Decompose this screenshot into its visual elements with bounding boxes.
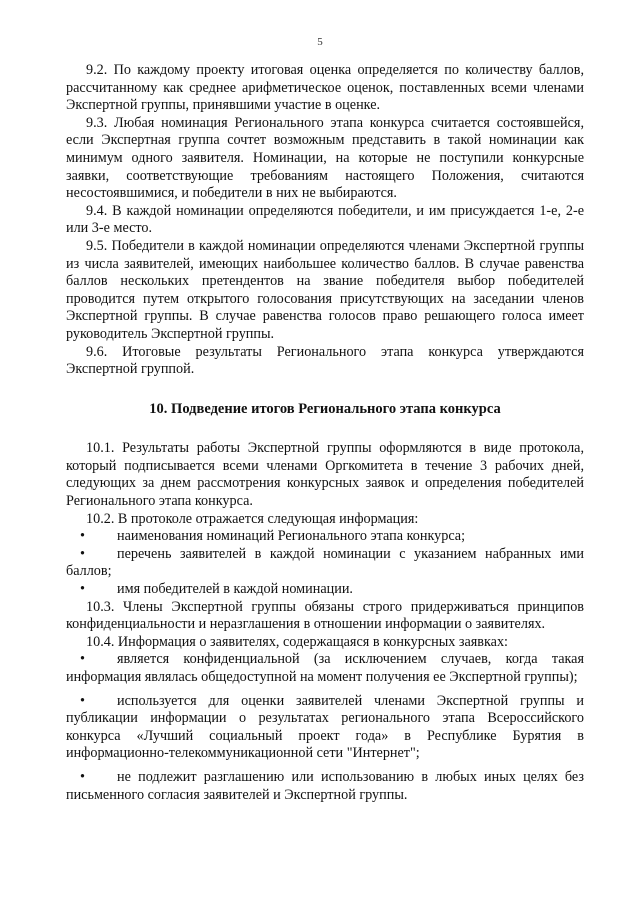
paragraph-10-4: 10.4. Информация о заявителях, содержащаяся в конкурсных заявках: [86,633,509,650]
list-item [66,546,584,581]
list-item [66,693,584,763]
document-body [66,62,584,804]
list-item [66,528,584,546]
bullet-icon: • [80,545,85,562]
paragraph-10-3: 10.3. Члены Экспертной группы обязаны строго придерживаться принципов конфиденциальности и неразглашения в отношении информации о заявителях. [66,598,584,633]
paragraph-9-5: 9.5. Победители в каждой номинации определяются членами Экспертной группы из числа заявителей, имеющих наибольшее количество баллов. В случае равенства баллов нескольких претендентов на звание победителя выбор победителей проводится путем открытого голосования присутствующих на заседании членов Экспертной группы. В случае равенства голосов право решающего голоса имеет руководитель Экспертной группы. [66,237,584,342]
bullet-icon: • [80,651,85,668]
paragraph-10-1: 10.1. Результаты работы Экспертной группы оформляются в виде протокола, который подписывается всеми членами Оргкомитета в течение 3 рабочих дней, следующих за днем рассмотрения конкурсных заявок и определения победителей Регионального этапа конкурса. [66,440,584,510]
bullet-icon: • [80,768,85,785]
list-item-text: не подлежит разглашению или использованию в любых иных целях без письменного согласия заявителей и Экспертной группы. [66,768,584,803]
bullet-icon: • [80,581,85,598]
paragraph-10-2: 10.2. В протоколе отражается следующая информация: [86,510,419,527]
list-item-text: наименования номинаций Регионального этапа конкурса; [117,528,466,545]
paragraph-9-4: 9.4. В каждой номинации определяются победители, и им присуждается 1-е, 2-е или 3-е место. [66,202,584,237]
list-item [66,581,584,599]
bullet-icon: • [80,528,85,545]
bullet-icon: • [80,692,85,709]
page-number: 5 [317,36,323,48]
list-item-text: является конфиденциальной (за исключением случаев, когда такая информация являлась общедоступной на момент получения ее Экспертной группы); [66,651,584,685]
list-item-text: используется для оценки заявителей членами Экспертной группы и публикации информации о результатах регионального этапа Всероссийского конкурса «Лучший социальный проект года» в Республике Бурятия в информационно-телекоммуникационной сети "Интернет"; [66,692,584,762]
section-10-heading: 10. Подведение итогов Регионального этапа конкурса [149,400,501,417]
paragraph-9-2: 9.2. По каждому проекту итоговая оценка определяется по количеству баллов, рассчитанному как среднее арифметическое оценок, поставленных всеми членами Экспертной группы, принявшими участие в оценке. [66,62,584,114]
list-item-text: имя победителей в каждой номинации. [117,581,353,598]
list-item [66,651,584,686]
paragraph-9-6: 9.6. Итоговые результаты Регионального этапа конкурса утверждаются Экспертной группой. [66,343,584,378]
paragraph-9-3: 9.3. Любая номинация Регионального этапа конкурса считается состоявшейся, если Экспертная группа сочтет возможным представить в такой номинации как минимум одного заявителя. Номинации, на которые не поступили конкурсные заявки, соответствующие требованиям настоящего Положения, считаются несостоявшимися, и победители в них не выбираются. [66,114,584,202]
list-item-text: перечень заявителей в каждой номинации с указанием набранных ими баллов; [66,545,584,580]
list-item [66,769,584,804]
